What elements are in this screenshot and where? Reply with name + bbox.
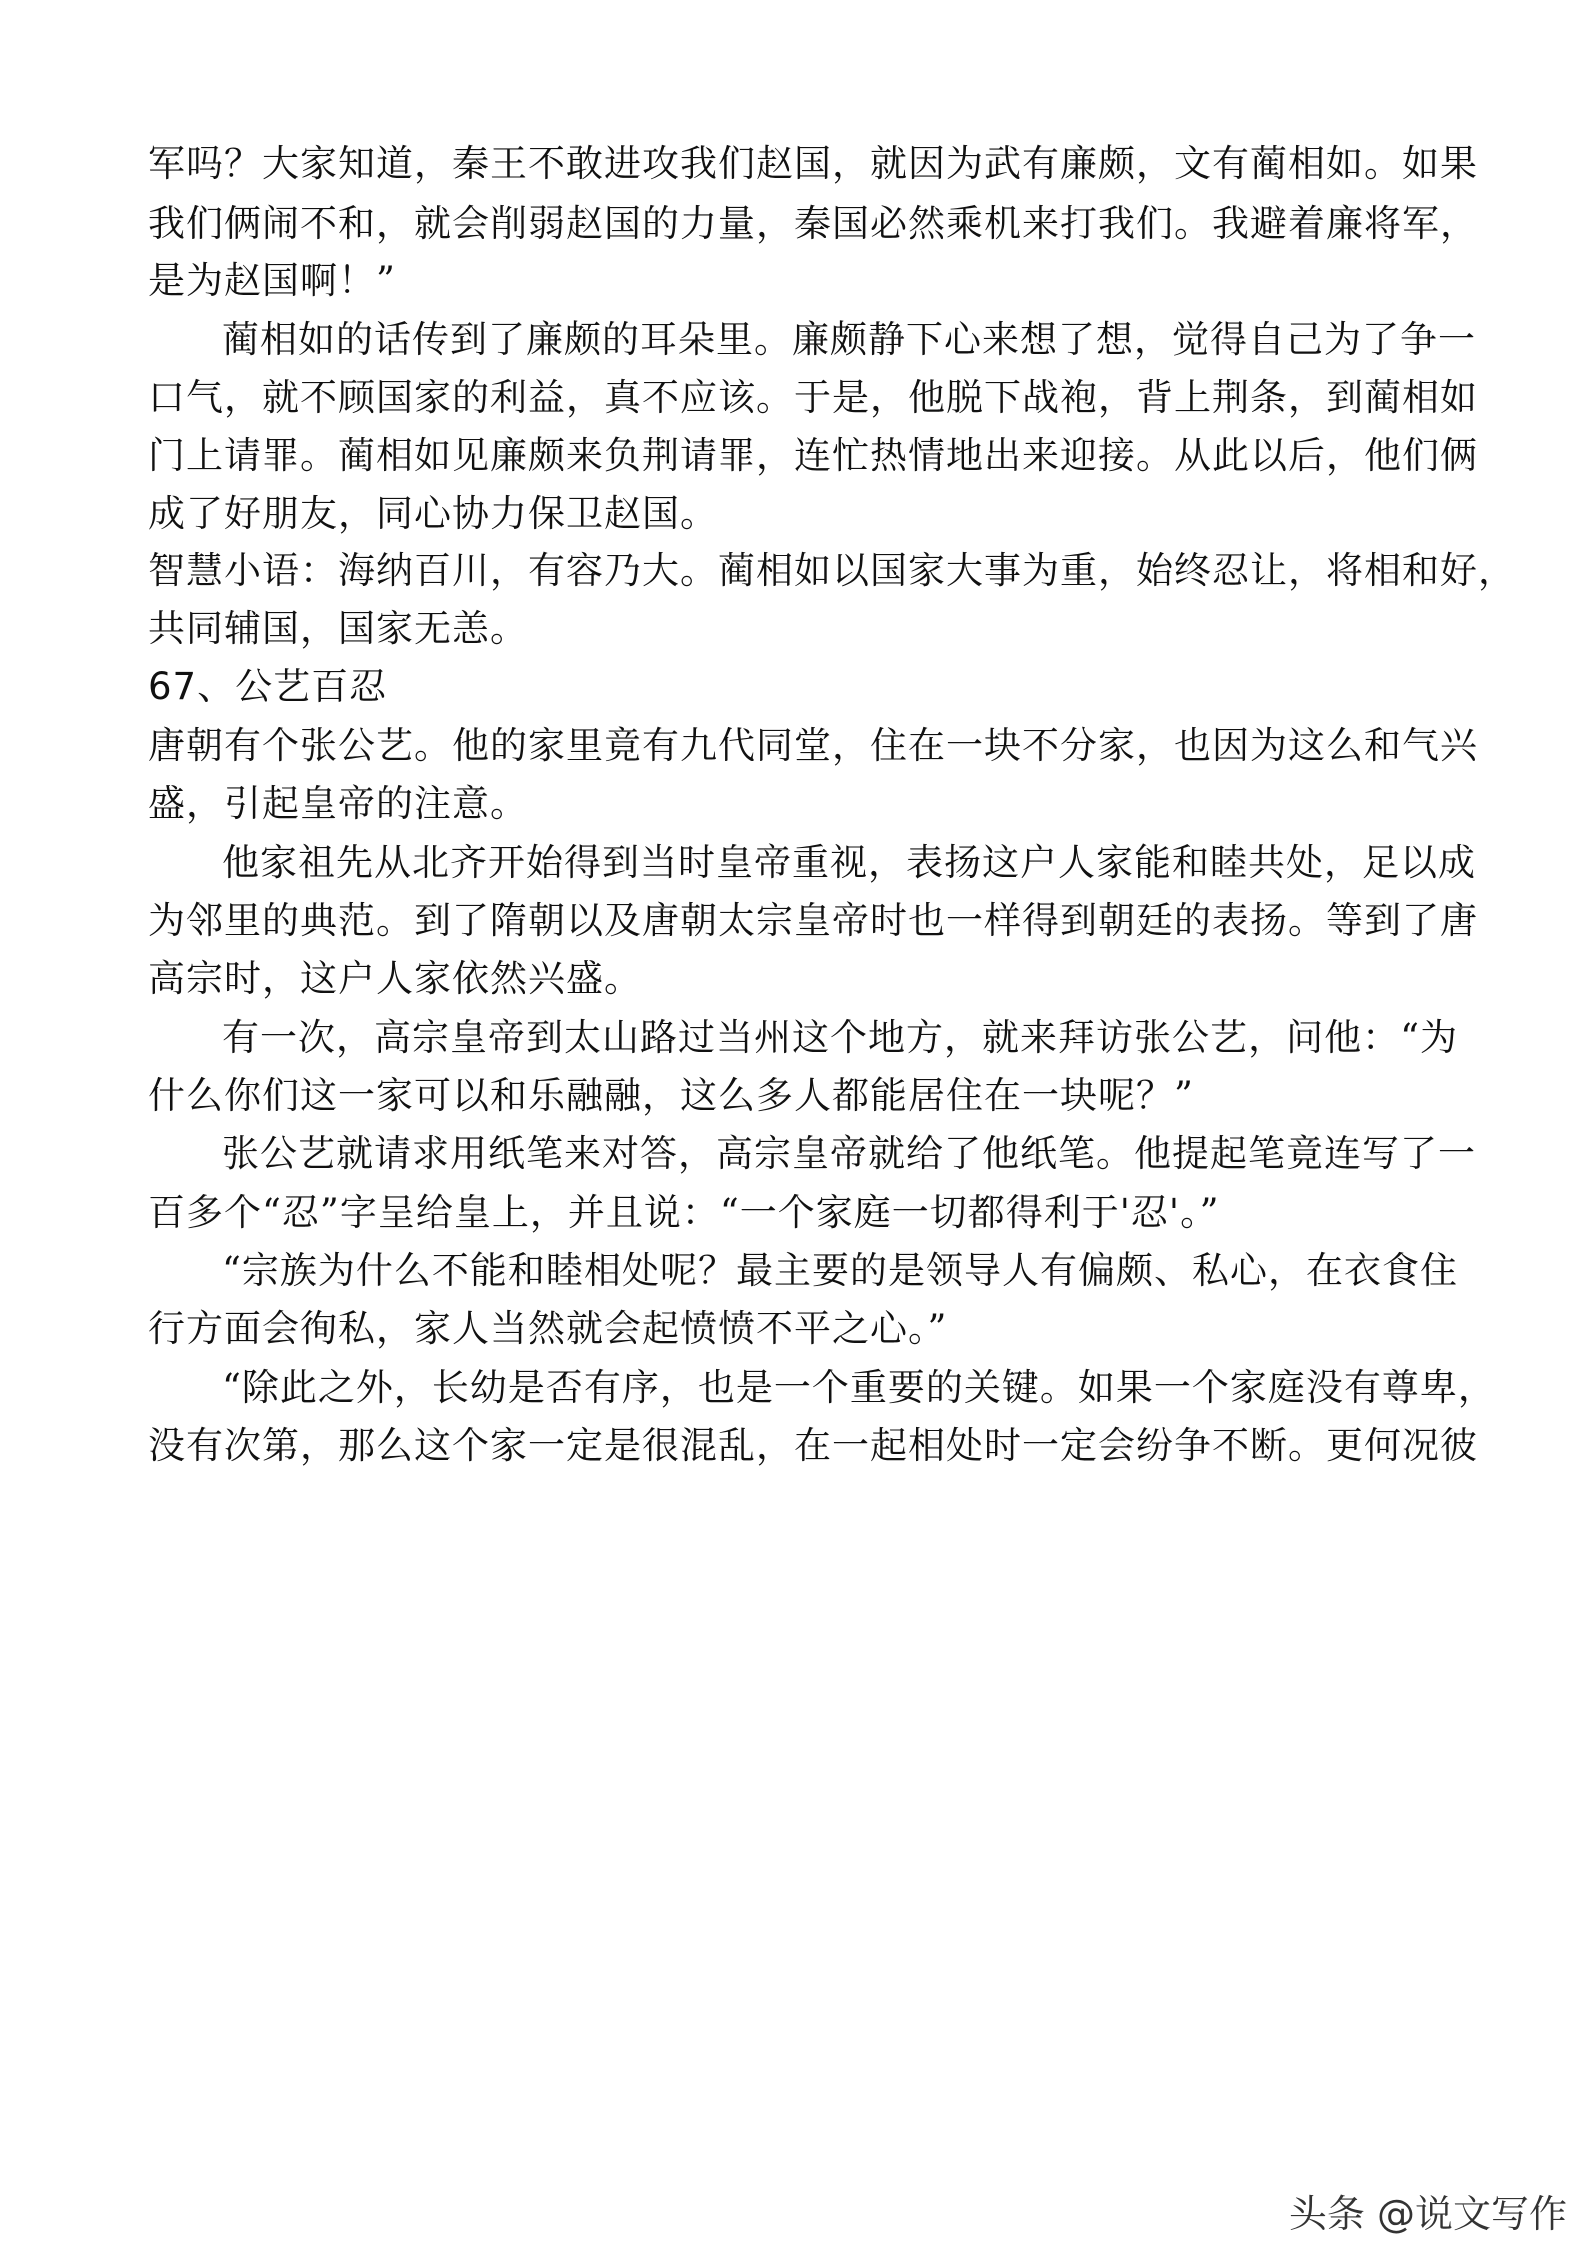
text-line: 成了好朋友，同心协力保卫赵国。 bbox=[148, 492, 718, 535]
text-line: 军吗？大家知道，秦王不敢进攻我们赵国，就因为武有廉颇，文有蔺相如。如果 bbox=[148, 142, 1478, 185]
watermark-label: 头条 @说文写作 bbox=[1288, 2192, 1567, 2236]
text-line: 唐朝有个张公艺。他的家里竟有九代同堂，住在一块不分家，也因为这么和气兴 bbox=[148, 724, 1478, 767]
text-line: 蔺相如的话传到了廉颇的耳朵里。廉颇静下心来想了想，觉得自己为了争一 bbox=[222, 318, 1476, 361]
text-line: 百多个“忍”字呈给皇上，并且说：“一个家庭一切都得利于'忍'。” bbox=[148, 1191, 1220, 1234]
section-heading: 67、公艺百忍 bbox=[148, 665, 388, 708]
text-line: 张公艺就请求用纸笔来对答，高宗皇帝就给了他纸笔。他提起笔竟连写了一 bbox=[222, 1132, 1476, 1175]
text-line: “宗族为什么不能和睦相处呢？最主要的是领导人有偏颇、私心，在衣食住 bbox=[222, 1249, 1458, 1292]
text-line: 什么你们这一家可以和乐融融，这么多人都能居住在一块呢？” bbox=[148, 1074, 1194, 1117]
text-line: 行方面会徇私，家人当然就会起愤愤不平之心。” bbox=[148, 1307, 948, 1350]
text-line: “除此之外，长幼是否有序，也是一个重要的关键。如果一个家庭没有尊卑， bbox=[222, 1366, 1496, 1409]
text-line: 门上请罪。蔺相如见廉颇来负荆请罪，连忙热情地出来迎接。从此以后，他们俩 bbox=[148, 434, 1478, 477]
text-line: 为邻里的典范。到了隋朝以及唐朝太宗皇帝时也一样得到朝廷的表扬。等到了唐 bbox=[148, 899, 1478, 942]
text-line: 他家祖先从北齐开始得到当时皇帝重视，表扬这户人家能和睦共处，足以成 bbox=[222, 841, 1476, 884]
text-line: 没有次第，那么这个家一定是很混乱，在一起相处时一定会纷争不断。更何况彼 bbox=[148, 1424, 1478, 1467]
text-line: 共同辅国，国家无恙。 bbox=[148, 607, 528, 650]
text-line: 高宗时，这户人家依然兴盛。 bbox=[148, 957, 642, 1000]
text-line: 智慧小语：海纳百川，有容乃大。蔺相如以国家大事为重，始终忍让，将相和好， bbox=[148, 549, 1516, 592]
text-line: 口气，就不顾国家的利益，真不应该。于是，他脱下战袍，背上荆条，到蔺相如 bbox=[148, 376, 1478, 419]
text-line: 有一次，高宗皇帝到太山路过当州这个地方，就来拜访张公艺，问他：“为 bbox=[222, 1016, 1458, 1059]
text-line: 我们俩闹不和，就会削弱赵国的力量，秦国必然乘机来打我们。我避着廉将军， bbox=[148, 202, 1478, 245]
text-line: 盛，引起皇帝的注意。 bbox=[148, 782, 528, 825]
text-line: 是为赵国啊！” bbox=[148, 259, 396, 302]
